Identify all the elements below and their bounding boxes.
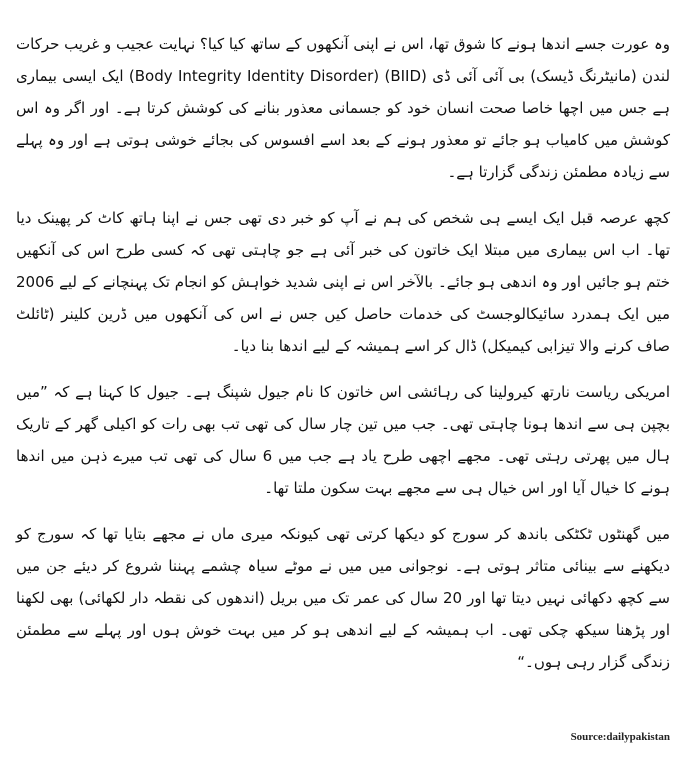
article-paragraph-1: وہ عورت جسے اندھا ہونے کا شوق تھا، اس نے اپنی آنکھوں کے ساتھ کیا کیا؟ نہایت عجیب و غریب حرکات لندن (مانیٹرنگ ڈیسک) بی آئی آئی ڈی (BIID) (Body Integrity Identity Disorder) ایک ایسی بیماری ہے جس میں اچھا خاصا صحت انسان خود کو جسمانی معذور بنانے کی کوشش کرتا ہے۔ اور اگر وہ اس کوشش میں کامیاب ہو جائے تو معذور ہونے کے بعد اسے افسوس کی بجائے خوشی ہوتی ہے اور وہ پہلے سے زیادہ مطمئن زندگی گزارتا ہے۔ [16, 35, 671, 181]
article-paragraph-3: امریکی ریاست نارتھ کیرولینا کی رہائشی اس خاتون کا نام جیول شپنگ ہے۔ جیول کا کہنا ہے کہ ”میں بچپن ہی سے اندھا ہونا چاہتی تھی۔ جب میں تین چار سال کی تھی تب بھی رات کو اکیلی گھر کے تاریک ہال میں پھرتی رہتی تھی۔ مجھے اچھی طرح یاد ہے جب میں 6 سال کی تھی تب میرے ذہن میں اندھا ہونے کا خیال آیا اور اس خیال ہی سے مجھے بہت سکون ملتا تھا۔ [16, 383, 670, 497]
source-credit: Source:dailypakistan [570, 731, 670, 743]
article-body [16, 28, 670, 692]
article-paragraph-2: کچھ عرصہ قبل ایک ایسے ہی شخص کی ہم نے آپ کو خبر دی تھی جس نے اپنا ہاتھ کاٹ کر پھینک دیا تھا۔ اب اس بیماری میں مبتلا ایک خاتون کی خبر آئی ہے جو چاہتی تھی کہ کسی طرح اس کی آنکھیں ختم ہو جائیں اور وہ اندھی ہو جائے۔ بالآخر اس نے اپنی شدید خواہش کو انجام تک پہنچانے کے لیے 2006 میں ایک ہمدرد سائیکالوجسٹ کی خدمات حاصل کیں جس نے اس کی آنکھوں میں ڈرین کلینر (ٹائلٹ صاف کرنے والا تیزابی کیمیکل) ڈال کر اسے ہمیشہ کے لیے اندھا بنا دیا۔ [16, 209, 670, 355]
article-paragraph-4: میں گھنٹوں ٹکٹکی باندھ کر سورج کو دیکھا کرتی تھی کیونکہ میری ماں نے مجھے بتایا تھا کہ سورج کو دیکھنے سے بینائی متاثر ہوتی ہے۔ نوجوانی میں میں نے موٹے سیاہ چشمے پہننا شروع کر دیئے جن میں سے کچھ دکھائی نہیں دیتا تھا اور 20 سال کی عمر تک میں بریل (اندھوں کی نقطہ دار لکھائی) بھی لکھنا اور پڑھنا سیکھ چکی تھی۔ اب ہمیشہ کے لیے اندھی ہو کر میں بہت خوش ہوں اور پہلے سے مطمئن زندگی گزار رہی ہوں۔“ [16, 525, 670, 671]
